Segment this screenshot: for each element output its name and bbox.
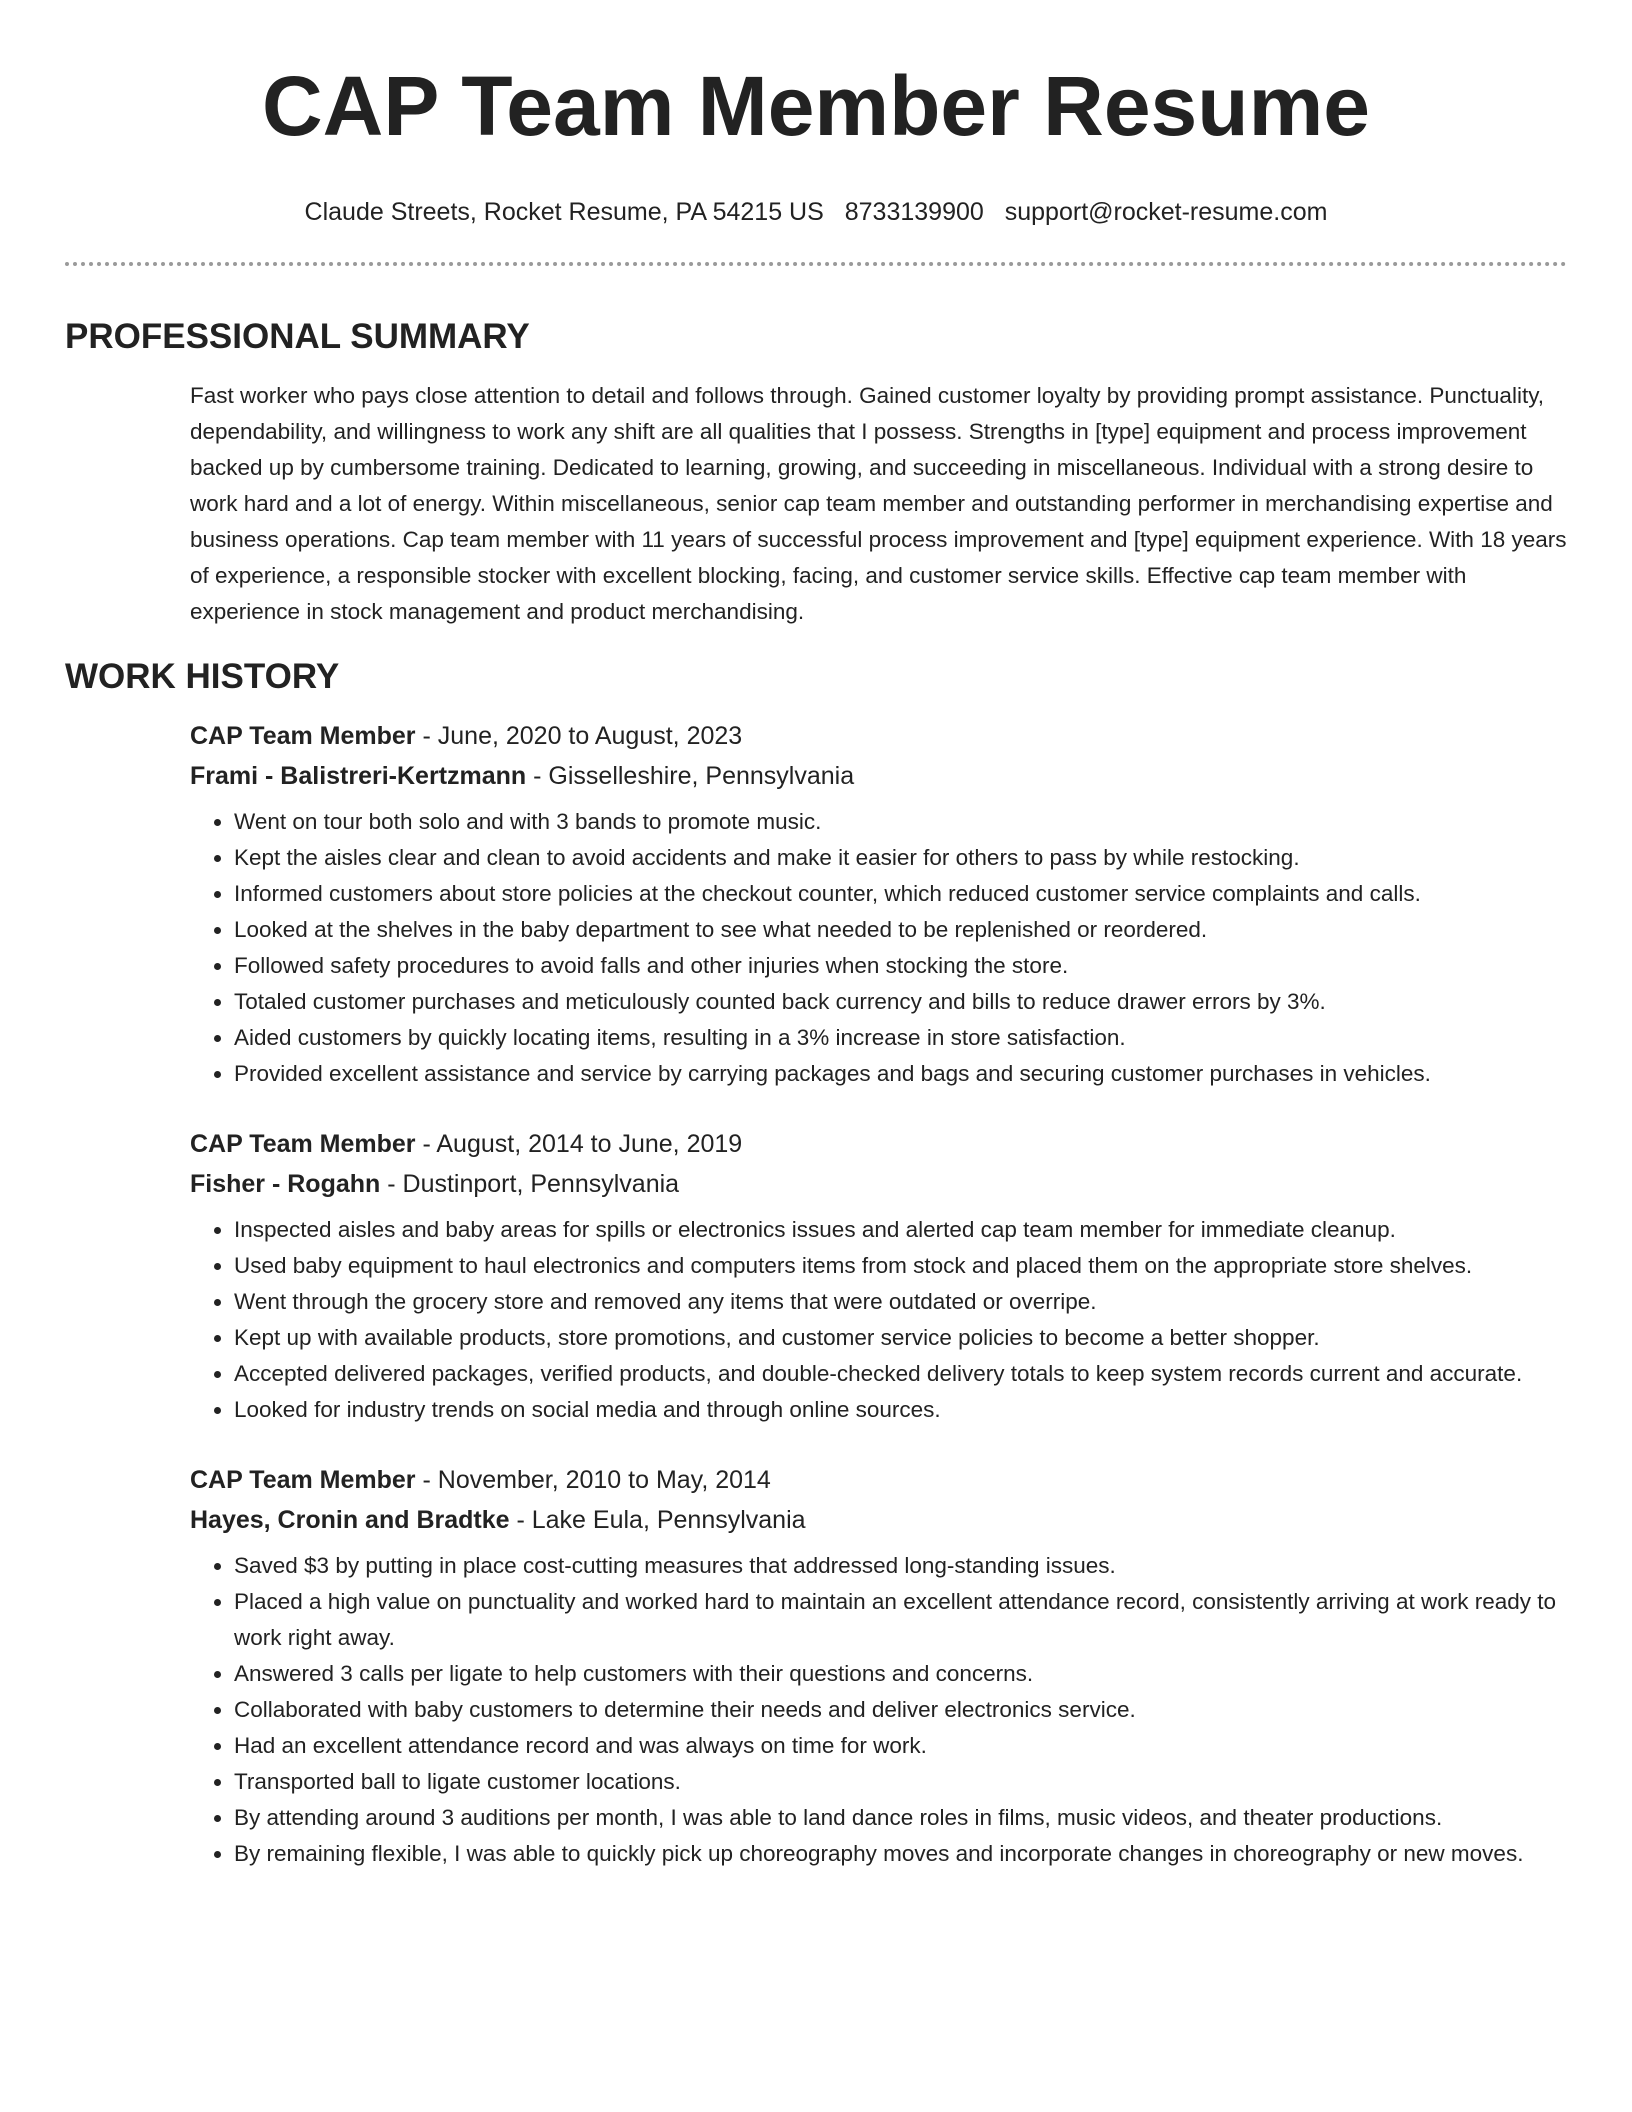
- job-company-line: [190, 1500, 1567, 1540]
- job-company: Fisher - Rogahn: [190, 1170, 381, 1198]
- job-entry: [190, 1124, 1567, 1428]
- job-bullet: • Saved $3 by putting in place cost-cutting measures that addressed long-standing issues.: [234, 1548, 1567, 1584]
- job-location: - Gisselleshire, Pennsylvania: [526, 762, 855, 790]
- job-company: Hayes, Cronin and Bradtke: [190, 1506, 510, 1534]
- job-bullet: • Answered 3 calls per ligate to help customers with their questions and concerns.: [234, 1656, 1567, 1692]
- job-bullets: [190, 1212, 1567, 1428]
- job-bullet: • Accepted delivered packages, verified products, and double-checked delivery totals to keep system records current and accurate.: [234, 1356, 1567, 1392]
- job-dates: - June, 2020 to August, 2023: [415, 722, 743, 750]
- job-bullet: • Looked for industry trends on social media and through online sources.: [234, 1392, 1567, 1428]
- job-bullet: • Collaborated with baby customers to determine their needs and deliver electronics service.: [234, 1692, 1567, 1728]
- job-bullet: • Went through the grocery store and removed any items that were outdated or overripe.: [234, 1284, 1567, 1320]
- job-entry: [190, 716, 1567, 1092]
- job-bullet: • Informed customers about store policies at the checkout counter, which reduced customer service complaints and calls.: [234, 876, 1567, 912]
- job-company-line: [190, 756, 1567, 796]
- job-bullet: • Used baby equipment to haul electronics and computers items from stock and placed them on the appropriate store shelves.: [234, 1248, 1567, 1284]
- job-title: CAP Team Member: [190, 722, 416, 750]
- resume-title: CAP Team Member Resume: [262, 59, 1370, 153]
- contact-address: Claude Streets, Rocket Resume, PA 54215 US: [304, 198, 824, 226]
- header-divider: [65, 262, 1567, 266]
- job-bullet: • By remaining flexible, I was able to quickly pick up choreography moves and incorporate changes in choreography or new moves.: [234, 1836, 1567, 1872]
- contact-email: support@rocket-resume.com: [1004, 198, 1328, 226]
- job-bullet: • Totaled customer purchases and meticulously counted back currency and bills to reduce drawer errors by 3%.: [234, 984, 1567, 1020]
- job-entry: [190, 1460, 1567, 1872]
- job-title-line: [190, 716, 1567, 756]
- job-bullets: [190, 804, 1567, 1092]
- job-title-line: [190, 1124, 1567, 1164]
- job-bullet: • Provided excellent assistance and service by carrying packages and bags and securing customer purchases in vehicles.: [234, 1056, 1567, 1092]
- job-bullet: • Kept up with available products, store promotions, and customer service policies to become a better shopper.: [234, 1320, 1567, 1356]
- summary-heading: PROFESSIONAL SUMMARY: [65, 317, 530, 356]
- job-location: - Dustinport, Pennsylvania: [380, 1170, 680, 1198]
- job-bullet: • Inspected aisles and baby areas for spills or electronics issues and alerted cap team member for immediate cleanup.: [234, 1212, 1567, 1248]
- job-dates: - November, 2010 to May, 2014: [415, 1466, 771, 1494]
- job-title: CAP Team Member: [190, 1130, 416, 1158]
- job-title: CAP Team Member: [190, 1466, 416, 1494]
- contact-line: [65, 196, 1567, 228]
- job-bullet: • Aided customers by quickly locating items, resulting in a 3% increase in store satisfaction.: [234, 1020, 1567, 1056]
- job-bullet: • Kept the aisles clear and clean to avoid accidents and make it easier for others to pass by while restocking.: [234, 840, 1567, 876]
- job-bullet: • Transported ball to ligate customer locations.: [234, 1764, 1567, 1800]
- job-bullet: • Had an excellent attendance record and was always on time for work.: [234, 1728, 1567, 1764]
- job-location: - Lake Eula, Pennsylvania: [509, 1506, 806, 1534]
- job-title-line: [190, 1460, 1567, 1500]
- job-bullet: • By attending around 3 auditions per month, I was able to land dance roles in films, music videos, and theater productions.: [234, 1800, 1567, 1836]
- job-bullet: • Went on tour both solo and with 3 bands to promote music.: [234, 804, 1567, 840]
- job-bullet: • Looked at the shelves in the baby department to see what needed to be replenished or reordered.: [234, 912, 1567, 948]
- job-dates: - August, 2014 to June, 2019: [415, 1130, 743, 1158]
- job-company-line: [190, 1164, 1567, 1204]
- job-bullet: • Followed safety procedures to avoid falls and other injuries when stocking the store.: [234, 948, 1567, 984]
- job-bullets: [190, 1548, 1567, 1872]
- job-company: Frami - Balistreri-Kertzmann: [190, 762, 527, 790]
- summary-text: Fast worker who pays close attention to detail and follows through. Gained customer loyalty by providing prompt assistance. Punctuality, dependability, and willingness to work any shift are all qualities that I possess. Strengths in [type] equipment and process improvement backed up by cumbersome training. Dedicated to learning, growing, and succeeding in miscellaneous. Individual with a strong desire to work hard and a lot of energy. Within miscellaneous, senior cap team member and outstanding performer in merchandising expertise and business operations. Cap team member with 11 years of successful process improvement and [type] equipment experience. With 18 years of experience, a responsible stocker with excellent blocking, facing, and customer service skills. Effective cap team member with experience in stock management and product merchandising.: [190, 383, 1567, 624]
- work-history-heading: WORK HISTORY: [65, 657, 340, 696]
- job-bullet: • Placed a high value on punctuality and worked hard to maintain an excellent attendance record, consistently arriving at work ready to work right away.: [234, 1584, 1567, 1656]
- contact-phone: 8733139900: [844, 198, 984, 226]
